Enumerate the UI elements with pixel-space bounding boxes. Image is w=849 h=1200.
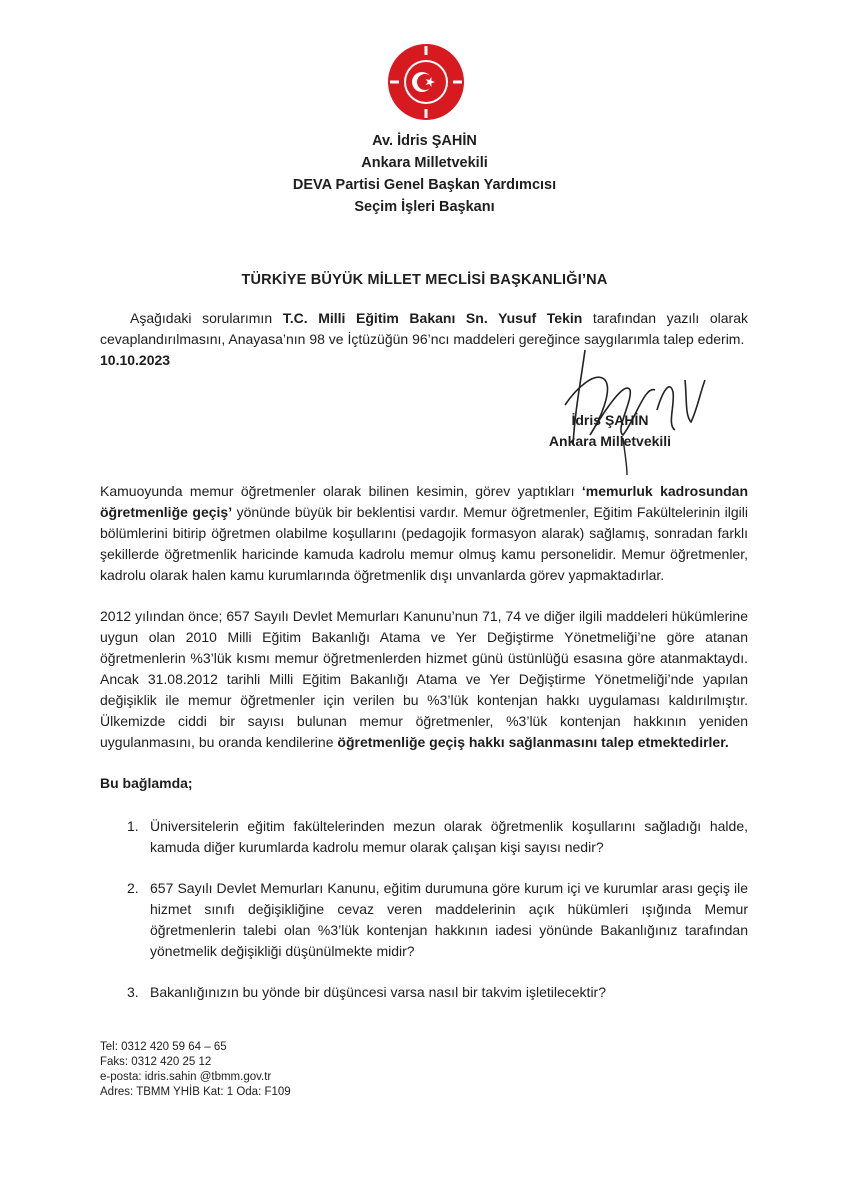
letter-date: 10.10.2023 [100,352,171,368]
signer-name: İdris ŞAHİN [571,412,649,428]
p2-emphasis: öğretmenliğe geçiş hakkı sağlanmasını talep etmektedirler. [337,734,729,750]
addressee-heading: TÜRKİYE BÜYÜK MİLLET MECLİSİ BAŞKANLIĞI’NA [241,272,608,288]
question-item [100,878,748,962]
body-paragraph-2 [100,606,748,753]
question-number: 3. [127,984,139,1000]
question-text: Bakanlığınızın bu yönde bir düşüncesi varsa nasıl bir takvim işletilecektir? [150,984,606,1000]
signature-block [500,410,720,452]
question-text: Üniversitelerin eğitim fakültelerinden mezun olarak öğretmenlik koşullarını sağladığı halde, kamuda diğer kurumlarda kadrolu memur olarak çalışan kişi sayısı nedir? [150,818,748,855]
signer-title: Ankara Milletvekili [548,433,672,449]
p1-text-a: Kamuoyunda memur öğretmenler olarak bilinen kesimin, görev yaptıkları [100,483,582,499]
question-item [100,982,748,1003]
author-role2: Seçim İşleri Başkanı [354,199,495,215]
question-text: 657 Sayılı Devlet Memurları Kanunu, eğitim durumuna göre kurum içi ve kurumlar arası geçiş ile hizmet sınıfı değişikliğine cevaz veren maddelerinin açık hükümleri ışığında Memur öğretmenlerin talebi olan %3’lük kontenjan hakkının iadesi yönünde Bakanlığınız tarafından yönetmelik değişikliği düşünülmekte midir? [150,880,748,959]
tbmm-emblem-icon [386,42,466,122]
context-heading: Bu bağlamda; [100,775,193,791]
author-role: DEVA Partisi Genel Başkan Yardımcısı [292,177,557,193]
contact-info [100,1040,291,1100]
intro-minister: T.C. Milli Eğitim Bakanı Sn. Yusuf Tekin [282,310,583,326]
contact-email: e-posta: idris.sahin @tbmm.gov.tr [100,1071,272,1083]
intro-post: tarafından yazılı olarak cevaplandırılmasını, Anayasa’nın 98 ve İçtüzüğün 96’ncı maddeleri gereğince saygılarımla talep ederim. [100,310,748,347]
author-name: Av. İdris ŞAHİN [372,133,477,149]
author-title: Ankara Milletvekili [361,155,488,171]
question-number: 1. [127,818,139,834]
letter-body [100,481,748,1023]
p1-emphasis: ‘memurluk kadrosundan öğretmenliğe geçiş’ [100,483,749,520]
question-item [100,816,748,858]
author-block [0,130,849,218]
question-number: 2. [127,880,139,896]
body-paragraph-1 [100,481,748,586]
contact-tel: Tel: 0312 420 59 64 – 65 [100,1041,227,1053]
intro-pre: Aşağıdaki sorularımın [130,310,283,326]
contact-address: Adres: TBMM YHİB Kat: 1 Oda: F109 [100,1086,291,1098]
p1-text-c: yönünde büyük bir beklentisi vardır. Memur öğretmenler, Eğitim Fakültelerinin ilgili bölümlerini bitirip öğretmen olabilme koşullarını (pedagojik formasyon alarak) sağlamış, sonradan farklı şekillerde öğretmenlik haricinde kamuda kadrolu memur olmuş kamu personelidir. Memur öğretmenler, kadrolu olarak halen kamu kurumlarında öğretmenlik dışı unvanlarda görev yapmaktadırlar. [100,504,748,583]
contact-fax: Faks: 0312 420 25 12 [100,1056,212,1068]
p2-text-a: 2012 yılından önce; 657 Sayılı Devlet Memurları Kanunu’nun 71, 74 ve diğer ilgili maddeleri hükümlerine uygun olan 2010 Milli Eğitim Bakanlığı Atama ve Yer Değiştirme Yönetmeliği’ne göre atanan öğretmenlerin %3’lük kısmı memur öğretmenlerden hizmet günü üstünlüğü esasına göre atanmaktaydı. Ancak 31.08.2012 tarihli Milli Eğitim Bakanlığı Atama ve Yer Değiştirme Yönetmeliği’nde yapılan değişiklik ile memur öğretmenler için verilen bu %3’lük kontenjan hakkı uygulaması kaldırılmıştır. Ülkemizde ciddi bir sayısı bulunan memur öğretmenler, %3’lük kontenjan hakkının yeniden uygulanmasını, bu oranda kendilerine [100,608,748,750]
